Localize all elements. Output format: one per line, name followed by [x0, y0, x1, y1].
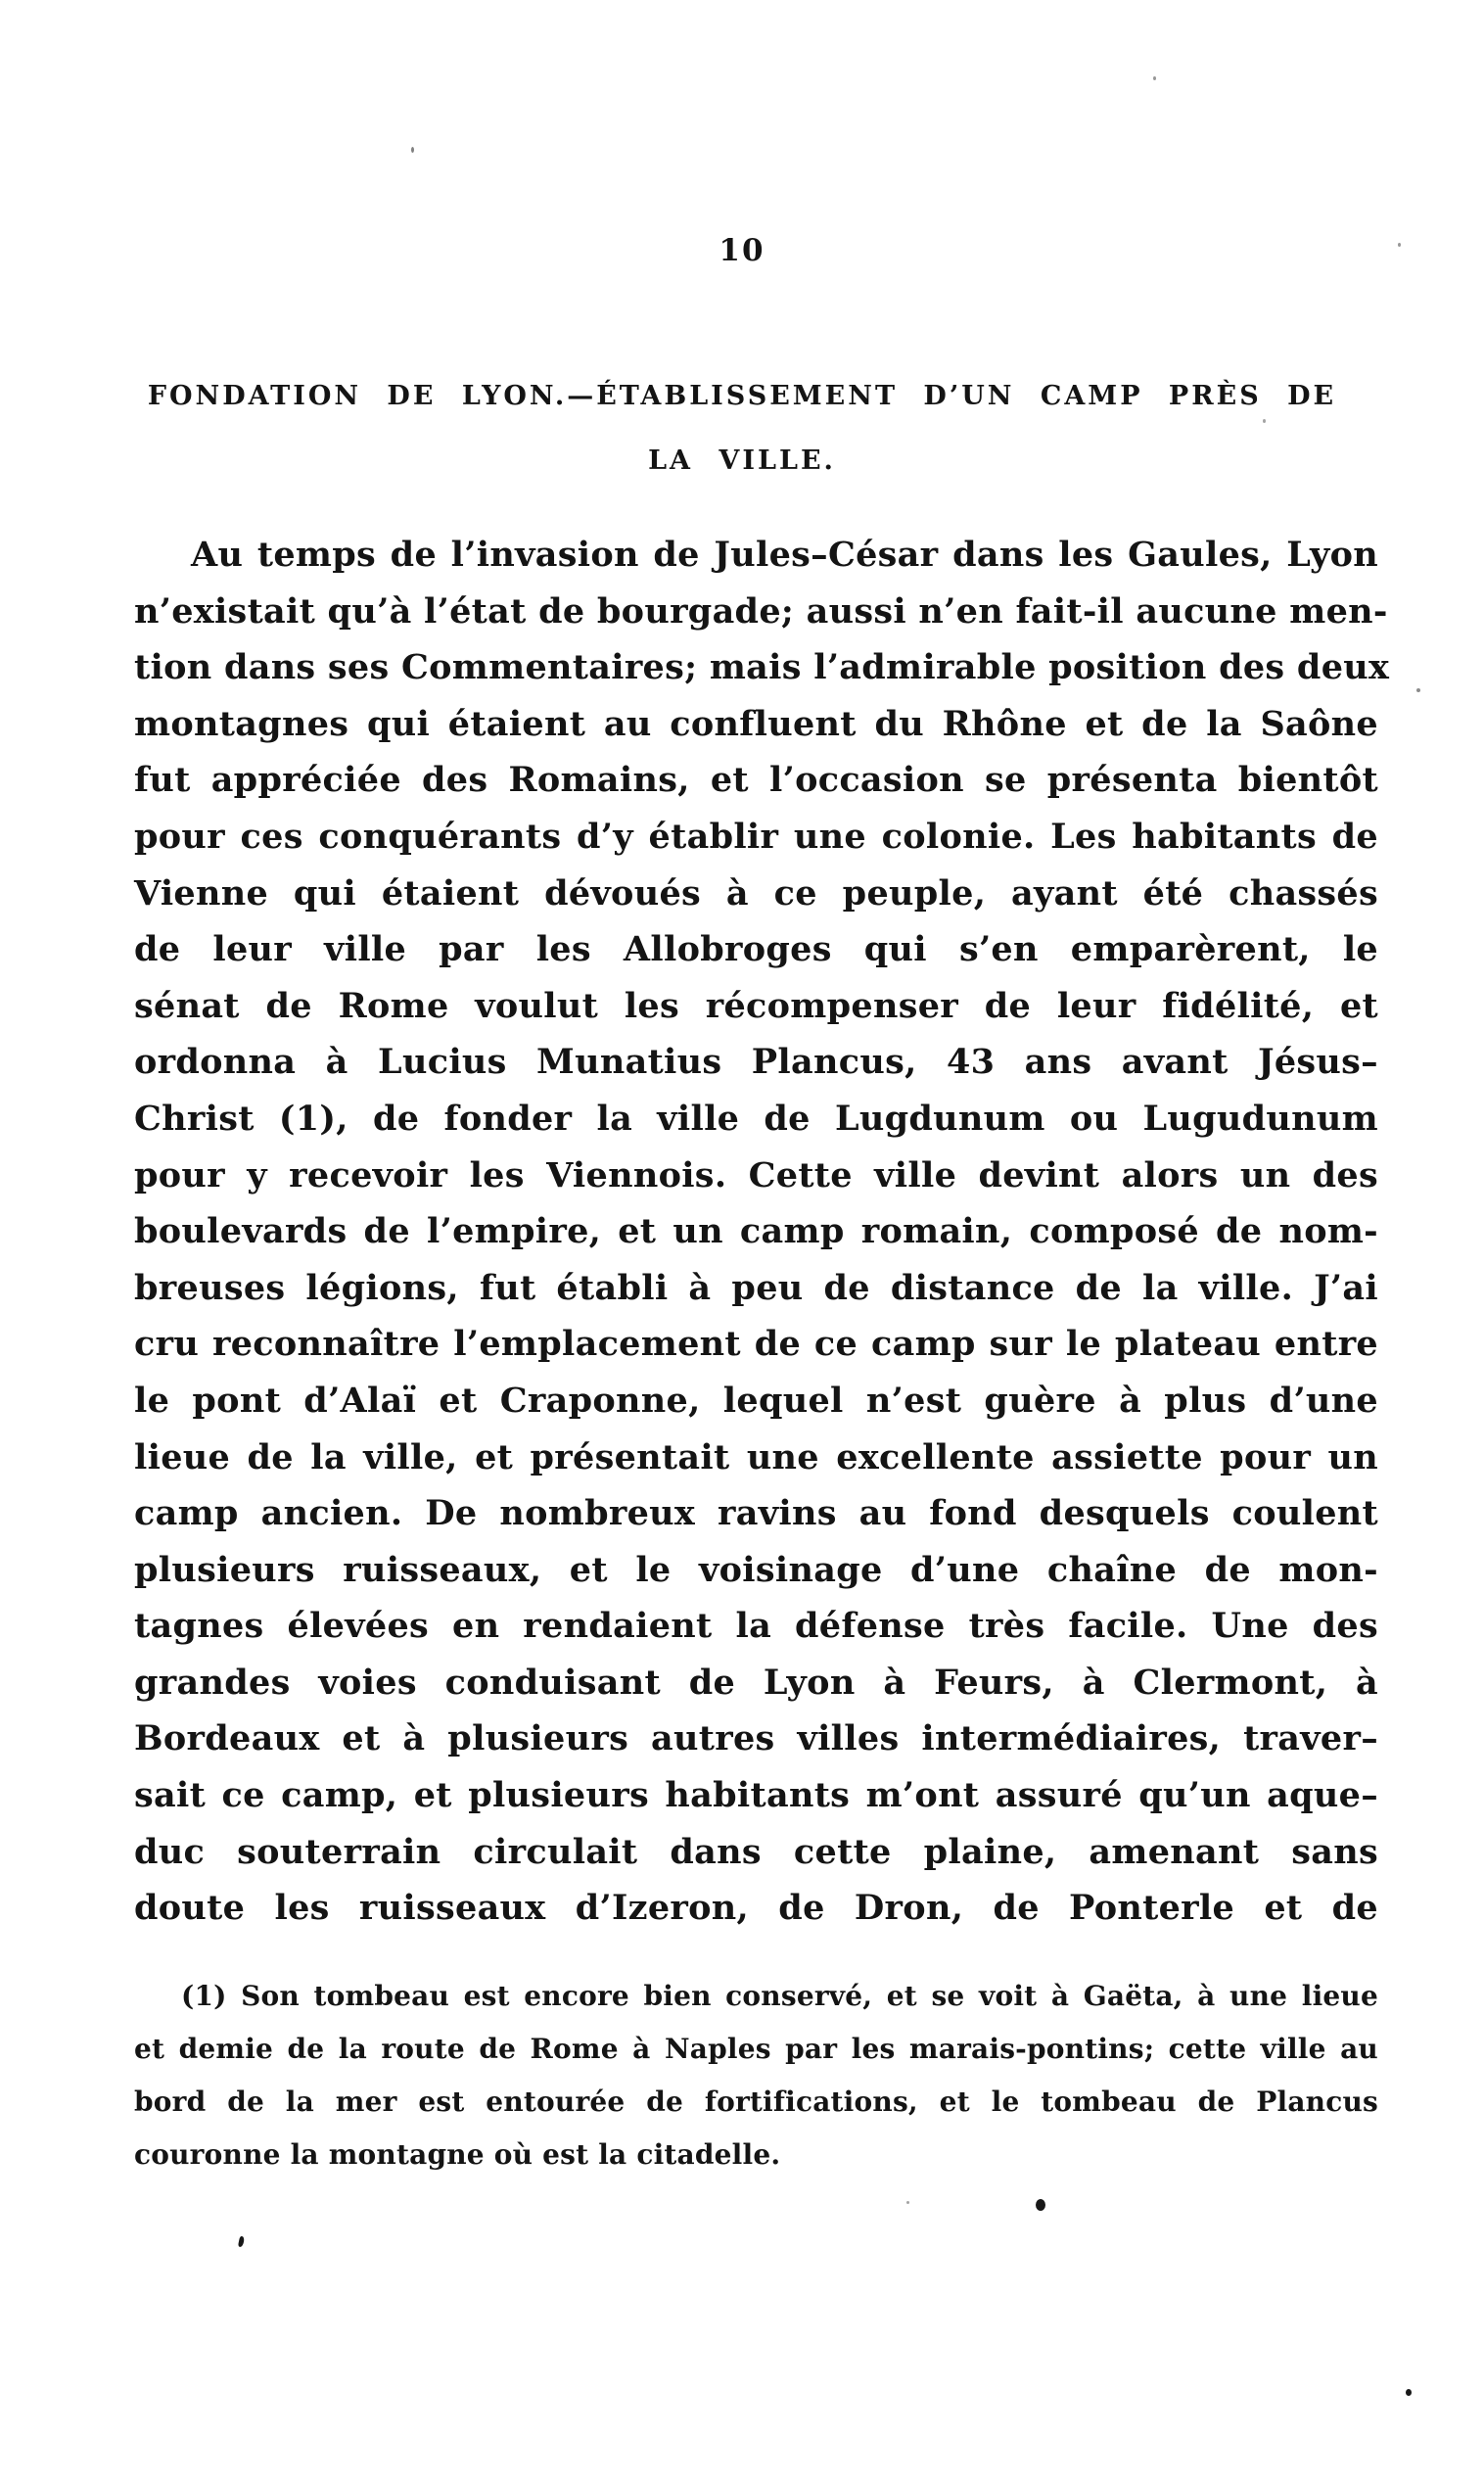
ink-speck: [1036, 2199, 1045, 2211]
body-line: le pont d’Alaï et Craponne, lequel n’est guère à plus d’une: [134, 1380, 1378, 1421]
footnote-line: bord de la mer est entourée de fortifications, et le tombeau de Plancus: [134, 2086, 1378, 2118]
body-line: Christ (1), de fonder la ville de Lugdunum ou Lugudunum: [134, 1098, 1378, 1139]
footnote-line: couronne la montagne où est la citadelle.: [134, 2138, 781, 2171]
body-line: Vienne qui étaient dévoués à ce peuple, ayant été chassés: [134, 872, 1378, 914]
body-line: plusieurs ruisseaux, et le voisinage d’une chaîne de mon-: [134, 1549, 1378, 1590]
body-line: Au temps de l’invasion de Jules–César dans les Gaules, Lyon: [191, 535, 1378, 575]
body-paragraph: [134, 527, 1390, 1937]
body-line: tion dans ses Commentaires; mais l’admirable position des deux: [134, 647, 1390, 688]
body-line: sénat de Rome voulut les récompenser de leur fidélité, et: [134, 985, 1378, 1026]
body-line: fut appréciée des Romains, et l’occasion se présenta bientôt: [134, 760, 1378, 801]
body-line: cru reconnaître l’emplacement de ce camp sur le plateau entre: [134, 1324, 1378, 1365]
page-number: 10: [719, 233, 765, 268]
body-line: de leur ville par les Allobroges qui s’en emparèrent, le: [134, 929, 1378, 970]
body-line: pour y recevoir les Viennois. Cette ville devint alors un des: [134, 1154, 1378, 1195]
body-line: ordonna à Lucius Munatius Plancus, 43 ans avant Jésus–: [134, 1042, 1378, 1083]
body-line: montagnes qui étaient au confluent du Rhône et de la Saône: [134, 703, 1378, 744]
ink-speck: [1263, 419, 1266, 423]
body-line: pour ces conquérants d’y établir une colonie. Les habitants de: [134, 816, 1378, 857]
body-line: tagnes élevées en rendaient la défense très facile. Une des: [134, 1606, 1378, 1647]
body-line: breuses légions, fut établi à peu de distance de la ville. J’ai: [134, 1267, 1378, 1308]
footnote-line: et demie de la route de Rome à Naples par les marais-pontins; cette ville au: [134, 2033, 1378, 2065]
ink-speck: [906, 2201, 909, 2204]
body-line: doute les ruisseaux d’Izeron, de Dron, de Ponterle et de: [134, 1888, 1378, 1929]
body-line: boulevards de l’empire, et un camp romain, composé de nom-: [134, 1211, 1378, 1252]
chapter-heading-line-1: FONDATION DE LYON.—ÉTABLISSEMENT D’UN CAMP PRÈS DE: [147, 381, 1337, 411]
body-line: duc souterrain circulait dans cette plaine, amenant sans: [134, 1831, 1378, 1872]
footnote-line: (1) Son tombeau est encore bien conservé, et se voit à Gaëta, à une lieue: [181, 1980, 1378, 2012]
ink-speck: [1398, 243, 1401, 247]
body-line: lieue de la ville, et présentait une excellente assiette pour un: [134, 1436, 1378, 1477]
body-line: sait ce camp, et plusieurs habitants m’ont assuré qu’un aque–: [134, 1775, 1378, 1816]
body-line: grandes voies conduisant de Lyon à Feurs, à Clermont, à: [134, 1662, 1378, 1703]
chapter-heading: [145, 364, 1339, 493]
body-line: Bordeaux et à plusieurs autres villes intermédiaires, traver–: [134, 1718, 1378, 1759]
ink-speck: [411, 147, 414, 153]
ink-speck: [1416, 688, 1420, 692]
body-line: camp ancien. De nombreux ravins au fond desquels coulent: [134, 1493, 1378, 1534]
chapter-heading-line-2: LA VILLE.: [648, 445, 836, 476]
body-line: n’existait qu’à l’état de bourgade; aussi n’en fait-il aucune men-: [134, 590, 1388, 632]
ink-speck: [1153, 76, 1156, 80]
footnote: [134, 1970, 1378, 2181]
ink-speck: [1406, 2389, 1412, 2396]
ink-speck: [238, 2236, 245, 2248]
